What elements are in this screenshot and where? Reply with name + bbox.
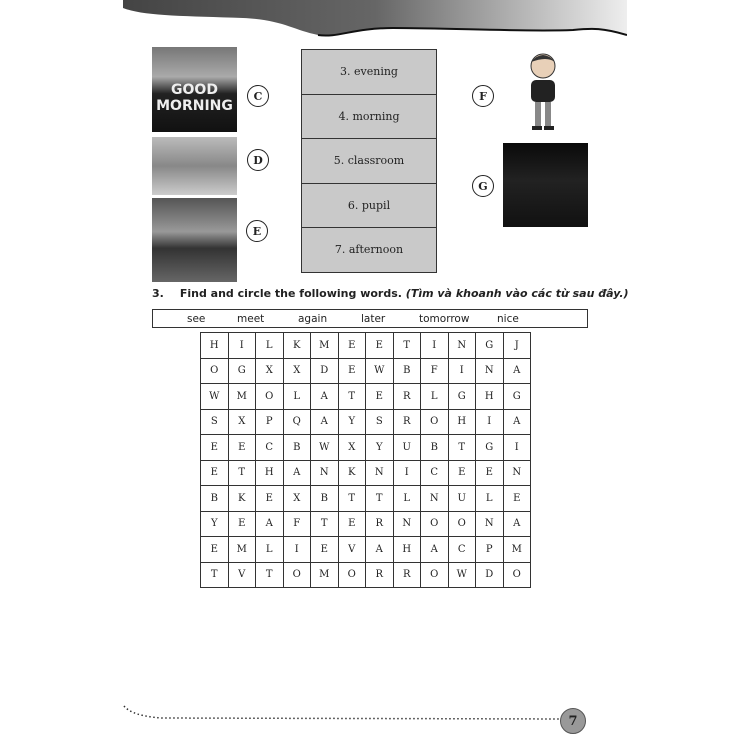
grid-cell[interactable]: A <box>503 409 531 435</box>
header-wave-banner <box>123 0 627 45</box>
grid-row <box>201 537 531 563</box>
page-number: 7 <box>560 708 586 734</box>
grid-cell[interactable]: O <box>421 511 449 537</box>
grid-cell[interactable]: M <box>311 562 339 588</box>
grid-cell[interactable]: B <box>311 486 339 512</box>
grid-cell[interactable]: T <box>366 486 394 512</box>
grid-cell[interactable]: N <box>503 460 531 486</box>
grid-cell[interactable]: N <box>476 358 504 384</box>
grid-cell[interactable]: W <box>311 435 339 461</box>
grid-cell[interactable]: O <box>421 409 449 435</box>
exercise-number: 3. <box>152 287 164 300</box>
grid-cell[interactable]: G <box>503 384 531 410</box>
grid-cell[interactable]: T <box>311 511 339 537</box>
grid-cell[interactable]: D <box>311 358 339 384</box>
word: tomorrow <box>419 312 470 325</box>
grid-cell[interactable]: F <box>283 511 311 537</box>
grid-cell[interactable]: E <box>228 435 256 461</box>
word: meet <box>237 312 265 325</box>
grid-cell[interactable]: B <box>283 435 311 461</box>
grid-cell[interactable]: N <box>393 511 421 537</box>
word-list <box>152 309 588 328</box>
grid-cell[interactable]: K <box>338 460 366 486</box>
grid-cell[interactable]: X <box>228 409 256 435</box>
grid-cell[interactable]: B <box>201 486 229 512</box>
grid-cell[interactable]: E <box>503 486 531 512</box>
evening-sky-image <box>152 198 237 282</box>
grid-cell[interactable]: A <box>256 511 284 537</box>
grid-cell[interactable]: F <box>421 358 449 384</box>
grid-cell[interactable]: J <box>503 333 531 359</box>
grid-cell[interactable]: Y <box>201 511 229 537</box>
good-morning-image <box>152 47 237 132</box>
grid-cell[interactable]: O <box>201 358 229 384</box>
grid-cell[interactable]: L <box>421 384 449 410</box>
grid-cell[interactable]: T <box>393 333 421 359</box>
grid-cell[interactable]: K <box>283 333 311 359</box>
grid-cell[interactable]: C <box>448 537 476 563</box>
grid-cell[interactable]: X <box>283 358 311 384</box>
grid-cell[interactable]: P <box>476 537 504 563</box>
grid-cell[interactable]: E <box>366 384 394 410</box>
grid-cell[interactable]: P <box>256 409 284 435</box>
grid-cell[interactable]: O <box>283 562 311 588</box>
grid-cell[interactable]: E <box>366 333 394 359</box>
grid-cell[interactable]: N <box>421 486 449 512</box>
matching-item: 4. morning <box>302 95 436 140</box>
grid-cell[interactable]: T <box>338 384 366 410</box>
grid-cell[interactable]: N <box>366 460 394 486</box>
grid-cell[interactable]: C <box>256 435 284 461</box>
grid-cell[interactable]: A <box>311 409 339 435</box>
grid-cell[interactable]: D <box>476 562 504 588</box>
grid-cell[interactable]: T <box>338 486 366 512</box>
grid-cell[interactable]: A <box>503 511 531 537</box>
grid-cell[interactable]: K <box>228 486 256 512</box>
grid-cell[interactable]: G <box>228 358 256 384</box>
grid-cell[interactable]: E <box>338 358 366 384</box>
grid-cell[interactable]: L <box>393 486 421 512</box>
grid-cell[interactable]: E <box>256 486 284 512</box>
matching-item: 7. afternoon <box>302 228 436 272</box>
grid-row <box>201 384 531 410</box>
grid-cell[interactable]: T <box>448 435 476 461</box>
grid-cell[interactable]: X <box>256 358 284 384</box>
grid-cell[interactable]: H <box>393 537 421 563</box>
word: see <box>187 312 206 325</box>
grid-cell[interactable]: N <box>448 333 476 359</box>
grid-cell[interactable]: B <box>421 435 449 461</box>
grid-cell[interactable]: I <box>283 537 311 563</box>
grid-row <box>201 409 531 435</box>
grid-cell[interactable]: W <box>448 562 476 588</box>
grid-cell[interactable]: M <box>311 333 339 359</box>
good-morning-text: GOOD MORNING <box>156 82 233 114</box>
grid-cell[interactable]: R <box>366 511 394 537</box>
grid-cell[interactable]: E <box>448 460 476 486</box>
grid-cell[interactable]: M <box>503 537 531 563</box>
grid-cell[interactable]: Y <box>338 409 366 435</box>
label-e: E <box>246 220 268 242</box>
grid-cell[interactable]: O <box>448 511 476 537</box>
grid-cell[interactable]: G <box>476 435 504 461</box>
grid-cell[interactable]: G <box>448 384 476 410</box>
grid-cell[interactable]: A <box>311 384 339 410</box>
matching-table <box>301 49 437 273</box>
grid-cell[interactable]: N <box>476 511 504 537</box>
grid-row <box>201 562 531 588</box>
grid-cell[interactable]: Q <box>283 409 311 435</box>
label-g: G <box>472 175 494 197</box>
grid-cell[interactable]: U <box>393 435 421 461</box>
grid-cell[interactable]: O <box>503 562 531 588</box>
grid-cell[interactable]: A <box>283 460 311 486</box>
grid-cell[interactable]: I <box>228 333 256 359</box>
grid-cell[interactable]: W <box>201 384 229 410</box>
grid-cell[interactable]: X <box>283 486 311 512</box>
grid-cell[interactable]: A <box>366 537 394 563</box>
grid-cell[interactable]: L <box>256 333 284 359</box>
label-d: D <box>247 149 269 171</box>
grid-cell[interactable]: E <box>338 511 366 537</box>
grid-cell[interactable]: V <box>228 562 256 588</box>
exercise-translation: (Tìm và khoanh vào các từ sau đây.) <box>405 287 629 300</box>
matching-item: 3. evening <box>302 50 436 95</box>
pupil-boy-image <box>522 50 564 132</box>
word: later <box>361 312 386 325</box>
exercise-heading <box>152 287 629 300</box>
grid-cell[interactable]: O <box>256 384 284 410</box>
grid-cell[interactable]: S <box>366 409 394 435</box>
footer-dotted-line <box>122 700 562 725</box>
grid-cell[interactable]: X <box>338 435 366 461</box>
grid-cell[interactable]: R <box>393 384 421 410</box>
grid-cell[interactable]: O <box>338 562 366 588</box>
classroom-image <box>152 137 237 195</box>
grid-row <box>201 511 531 537</box>
matching-item: 5. classroom <box>302 139 436 184</box>
grid-cell[interactable]: E <box>201 435 229 461</box>
grid-cell[interactable]: V <box>338 537 366 563</box>
grid-cell[interactable]: I <box>476 409 504 435</box>
word: again <box>298 312 328 325</box>
grid-cell[interactable]: L <box>476 486 504 512</box>
exercise-title: Find and circle the following words. <box>179 287 402 300</box>
grid-cell[interactable]: B <box>393 358 421 384</box>
grid-cell[interactable]: Y <box>366 435 394 461</box>
grid-cell[interactable]: R <box>393 562 421 588</box>
grid-cell[interactable]: G <box>476 333 504 359</box>
grid-cell[interactable]: E <box>311 537 339 563</box>
grid-cell[interactable]: M <box>228 384 256 410</box>
grid-cell[interactable]: H <box>201 333 229 359</box>
grid-cell[interactable]: E <box>228 511 256 537</box>
grid-cell[interactable]: W <box>366 358 394 384</box>
grid-cell[interactable]: E <box>476 460 504 486</box>
grid-cell[interactable]: C <box>421 460 449 486</box>
grid-cell[interactable]: H <box>476 384 504 410</box>
grid-cell[interactable]: N <box>311 460 339 486</box>
grid-cell[interactable]: E <box>338 333 366 359</box>
grid-cell[interactable]: U <box>448 486 476 512</box>
grid-cell[interactable]: R <box>393 409 421 435</box>
grid-cell[interactable]: T <box>228 460 256 486</box>
matching-item: 6. pupil <box>302 184 436 229</box>
grid-cell[interactable]: H <box>256 460 284 486</box>
grid-cell[interactable]: L <box>283 384 311 410</box>
label-c: C <box>247 85 269 107</box>
grid-cell[interactable]: O <box>421 562 449 588</box>
grid-cell[interactable]: H <box>448 409 476 435</box>
word: nice <box>497 312 519 325</box>
grid-cell[interactable]: E <box>201 537 229 563</box>
grid-cell[interactable]: S <box>201 409 229 435</box>
grid-row <box>201 435 531 461</box>
word-search-grid <box>200 332 531 588</box>
grid-cell[interactable]: R <box>366 562 394 588</box>
night-image <box>503 143 588 227</box>
label-f: F <box>472 85 494 107</box>
grid-cell[interactable]: M <box>228 537 256 563</box>
grid-cell[interactable]: E <box>201 460 229 486</box>
grid-row <box>201 358 531 384</box>
grid-row <box>201 333 531 359</box>
grid-cell[interactable]: I <box>503 435 531 461</box>
grid-cell[interactable]: I <box>421 333 449 359</box>
grid-row <box>201 486 531 512</box>
grid-cell[interactable]: T <box>256 562 284 588</box>
grid-cell[interactable]: A <box>503 358 531 384</box>
grid-cell[interactable]: I <box>393 460 421 486</box>
grid-cell[interactable]: L <box>256 537 284 563</box>
grid-cell[interactable]: I <box>448 358 476 384</box>
grid-cell[interactable]: A <box>421 537 449 563</box>
grid-row <box>201 460 531 486</box>
grid-cell[interactable]: T <box>201 562 229 588</box>
